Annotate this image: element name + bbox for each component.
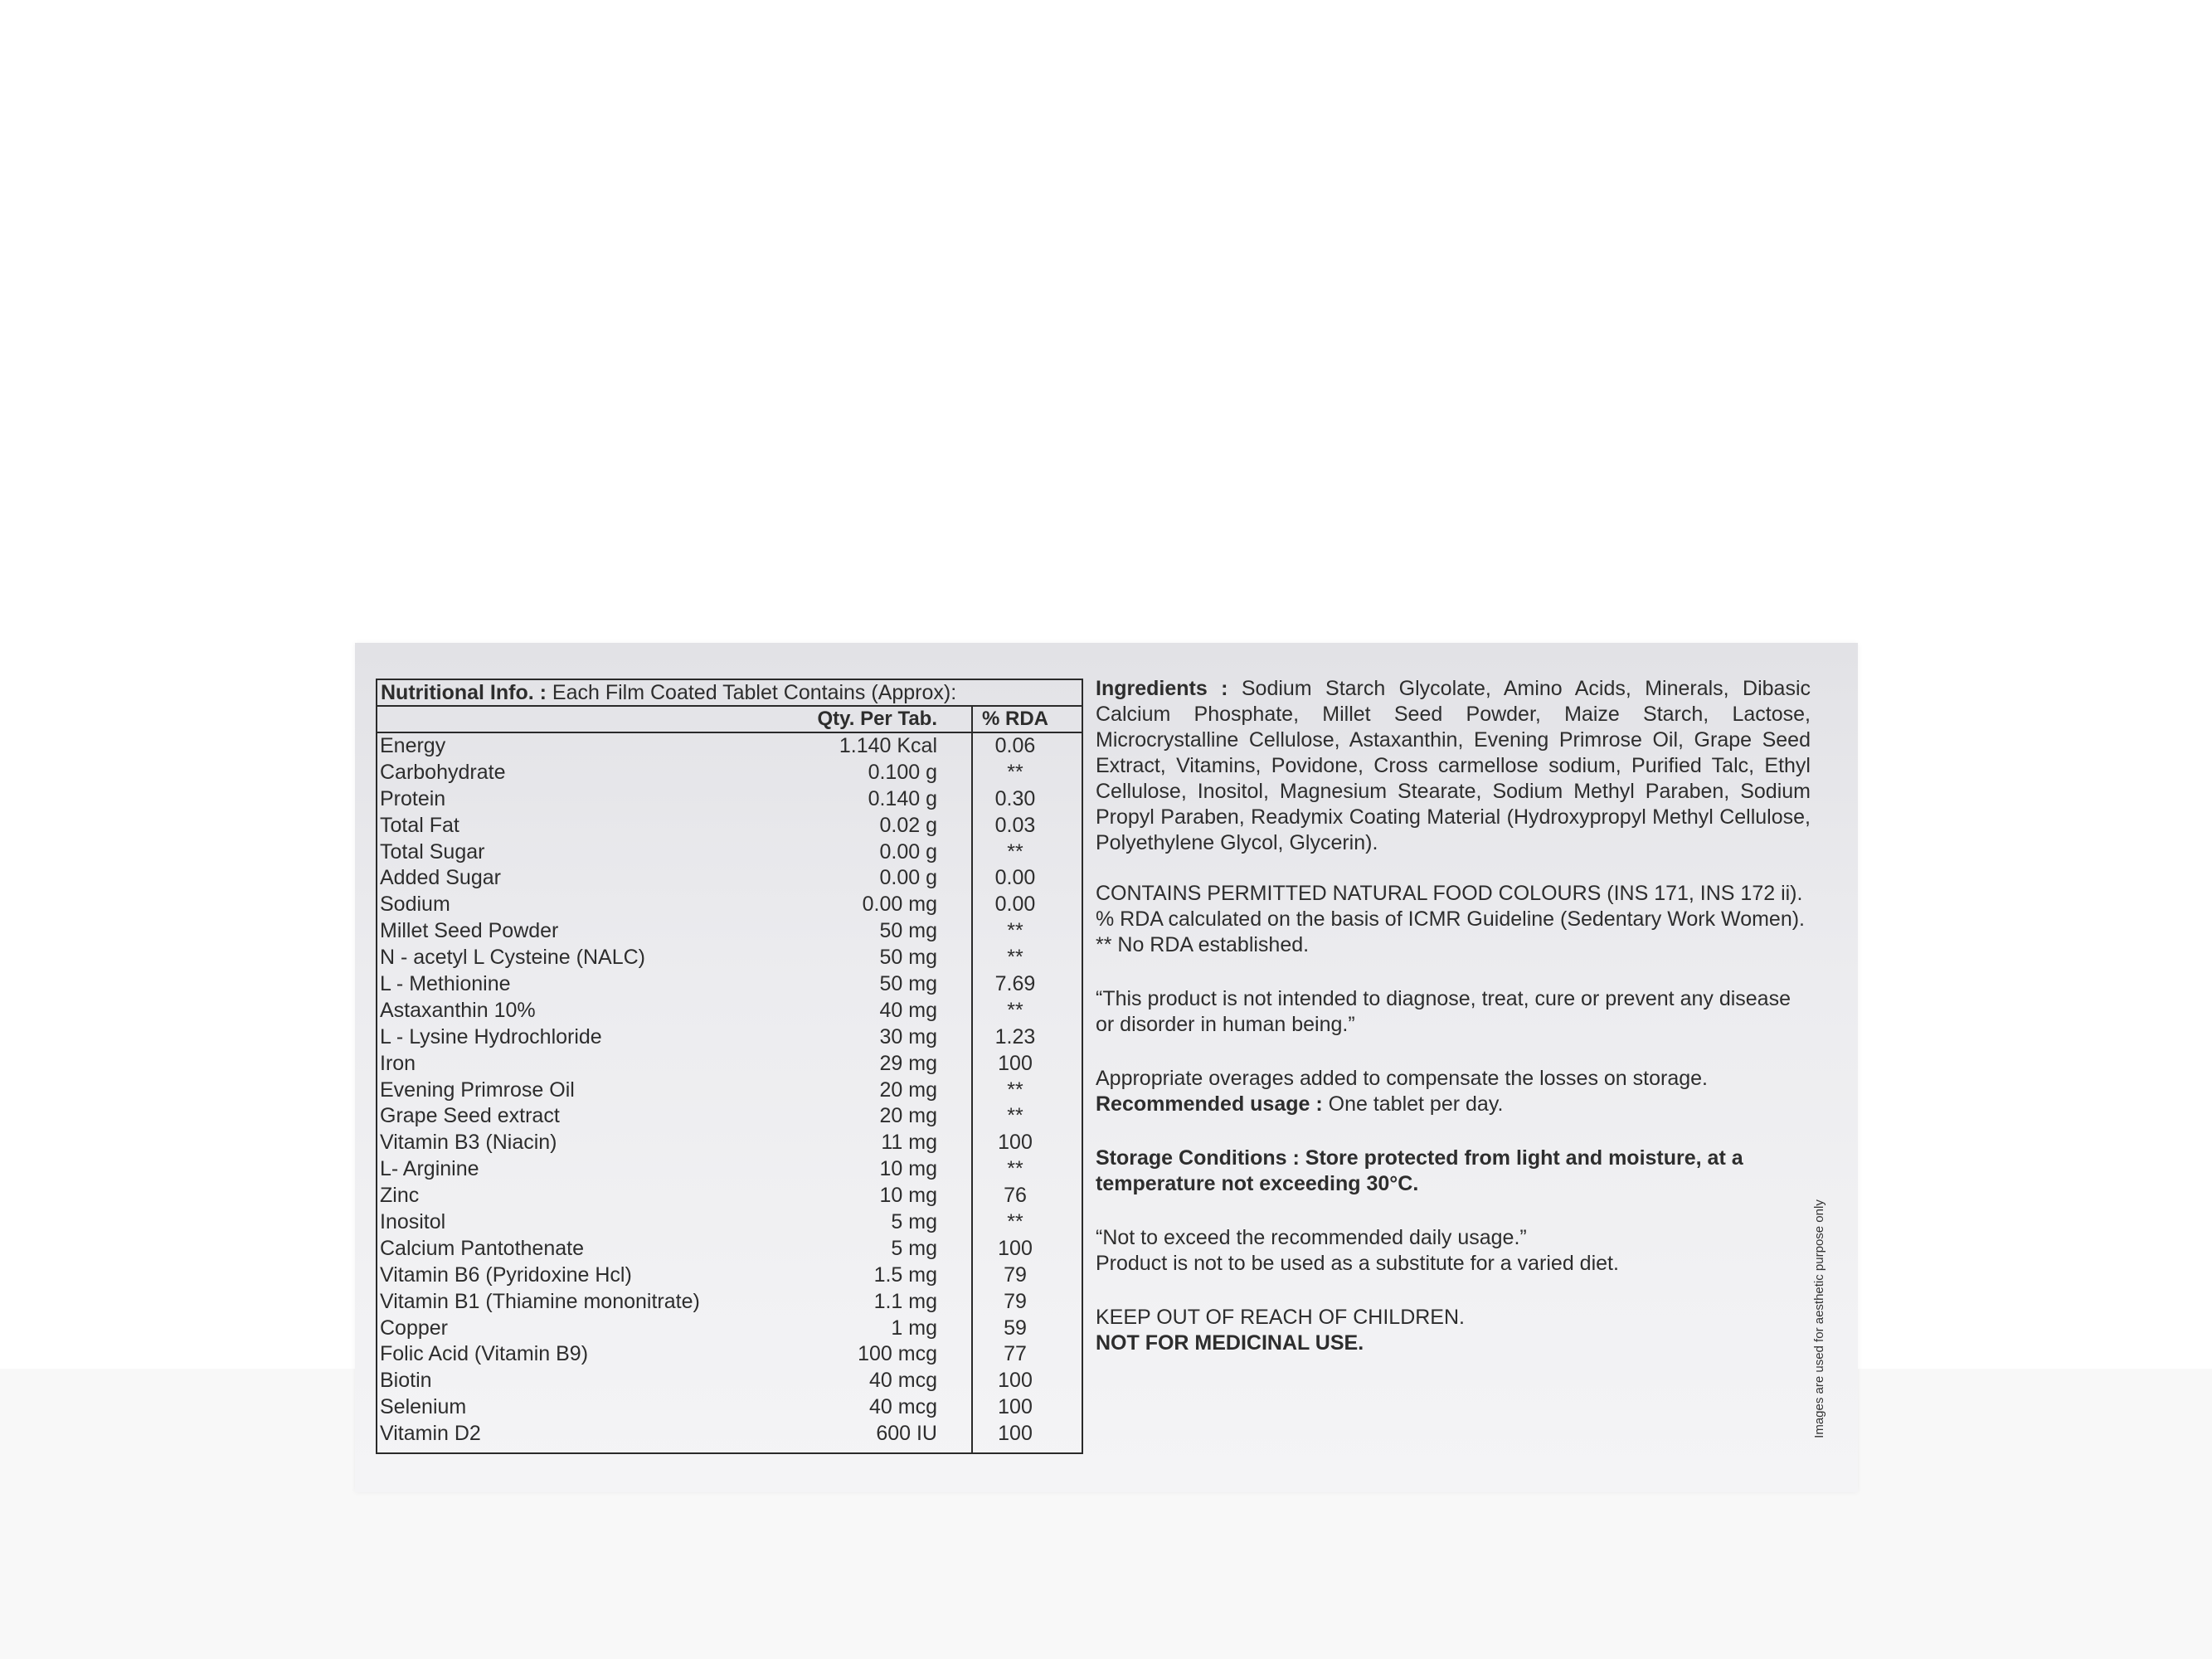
nutrient-rda: 79 (1004, 1289, 1027, 1313)
nutrient-rda: 1.23 (994, 1024, 1036, 1048)
nutrient-rda: 100 (998, 1369, 1033, 1393)
nutrient-name: Vitamin B1 (Thiamine mononitrate) (380, 1289, 700, 1313)
nutrient-rda: 0.06 (994, 734, 1036, 757)
nutrient-rda: 79 (1004, 1262, 1027, 1287)
nutrient-qty: 50 mg (879, 972, 937, 996)
nutrition-column-header (377, 707, 1082, 733)
nutrient-rda: ** (1007, 1078, 1023, 1102)
nutrition-table (376, 679, 1083, 1454)
nutrient-rda: 0.03 (994, 813, 1036, 837)
nutrient-qty: 30 mg (879, 1024, 937, 1048)
nutrient-rda: 7.69 (994, 972, 1036, 996)
product-label (355, 643, 1858, 1492)
nutrient-rda: ** (1007, 919, 1023, 943)
nutrient-qty: 0.00 g (879, 866, 937, 890)
nutrient-rda: 100 (998, 1236, 1033, 1260)
nutrient-qty: 50 mg (879, 946, 937, 970)
nutrient-rda: ** (1007, 946, 1023, 970)
rda-basis-statement: % RDA calculated on the basis of ICMR Guideline (Sedentary Work Women). (1096, 907, 1806, 931)
nutrition-heading-label: Nutritional Info. : (381, 681, 547, 704)
table-row (377, 1156, 1082, 1183)
table-row (377, 1394, 1082, 1421)
nutrient-name: Evening Primrose Oil (380, 1078, 575, 1102)
nutrient-qty: 1.140 Kcal (839, 734, 937, 757)
ingredients-label: Ingredients : (1096, 677, 1228, 700)
nutrient-rda: 59 (1004, 1316, 1027, 1340)
nutrient-qty: 1.5 mg (873, 1262, 937, 1287)
nutrient-qty: 20 mg (879, 1104, 937, 1128)
nutrient-rda: 100 (998, 1422, 1033, 1446)
table-row (377, 1130, 1082, 1156)
nutrition-heading-text: Each Film Coated Tablet Contains (Approx): (546, 681, 957, 704)
product-info-column (1096, 676, 1811, 1356)
nutrient-qty: 50 mg (879, 919, 937, 943)
nutrient-qty: 5 mg (891, 1236, 937, 1260)
table-row (377, 865, 1082, 892)
table-row (377, 1289, 1082, 1316)
nutrient-name: Zinc (380, 1184, 420, 1208)
table-row (377, 786, 1082, 813)
table-row (377, 1236, 1082, 1262)
usage-text: One tablet per day. (1322, 1092, 1504, 1116)
nutrition-table-heading (377, 680, 1082, 707)
not-medicinal-warning: NOT FOR MEDICINAL USE. (1096, 1331, 1364, 1355)
nutrient-qty: 20 mg (879, 1078, 937, 1102)
nutrient-name: L - Methionine (380, 972, 511, 996)
nutrient-rda: ** (1007, 1210, 1023, 1234)
substitute-warning: Product is not to be used as a substitute for a varied diet. (1096, 1252, 1619, 1275)
nutrient-qty: 0.140 g (868, 786, 937, 810)
nutrient-name: Calcium Pantothenate (380, 1236, 584, 1260)
image-disclaimer-vertical: Images are used for aesthetic purpose only (1812, 1199, 1826, 1438)
nutrient-qty: 1 mg (891, 1316, 937, 1340)
table-row (377, 918, 1082, 945)
table-row (377, 1078, 1082, 1104)
nutrient-rda: ** (1007, 760, 1023, 784)
nutrient-name: Protein (380, 786, 446, 810)
keep-out-warning: KEEP OUT OF REACH OF CHILDREN. (1096, 1306, 1465, 1329)
ingredients-paragraph (1096, 676, 1811, 856)
table-row (377, 971, 1082, 998)
table-row (377, 998, 1082, 1024)
nutrient-name: Carbohydrate (380, 760, 506, 784)
table-row (377, 1209, 1082, 1236)
table-row (377, 945, 1082, 971)
nutrient-rda: ** (1007, 1104, 1023, 1128)
nutrient-qty: 29 mg (879, 1051, 937, 1075)
nutrient-rda: 100 (998, 1131, 1033, 1155)
table-row (377, 760, 1082, 786)
nutrient-rda: 76 (1004, 1184, 1027, 1208)
nutrient-qty: 1.1 mg (873, 1289, 937, 1313)
nutrient-qty: 0.00 mg (862, 893, 937, 917)
nutrient-rda: 77 (1004, 1342, 1027, 1366)
nutrient-name: Selenium (380, 1395, 467, 1419)
no-rda-note: ** No RDA established. (1096, 933, 1310, 956)
table-row (377, 1051, 1082, 1078)
nutrient-qty: 0.02 g (879, 813, 937, 837)
column-header-rda: % RDA (981, 708, 1048, 730)
table-row (377, 1024, 1082, 1051)
nutrient-name: N - acetyl L Cysteine (NALC) (380, 946, 645, 970)
nutrient-qty: 10 mg (879, 1184, 937, 1208)
table-row (377, 1421, 1082, 1447)
nutrient-name: L- Arginine (380, 1157, 479, 1181)
nutrient-name: Copper (380, 1316, 448, 1340)
nutrient-name: Vitamin D2 (380, 1422, 481, 1446)
nutrient-rda: ** (1007, 1157, 1023, 1181)
table-row (377, 733, 1082, 760)
nutrient-rda: 0.00 (994, 866, 1036, 890)
disclaimer-statement: “This product is not intended to diagnose, treat, cure or prevent any disease or disorder in human being.” (1096, 987, 1791, 1036)
nutrient-rda: ** (1007, 839, 1023, 864)
nutrient-rda: 0.00 (994, 893, 1036, 917)
nutrient-rda: ** (1007, 998, 1023, 1022)
overages-statement: Appropriate overages added to compensate the losses on storage. (1096, 1067, 1708, 1090)
nutrient-qty: 10 mg (879, 1157, 937, 1181)
nutrient-name: Grape Seed extract (380, 1104, 560, 1128)
table-row (377, 813, 1082, 839)
nutrient-name: Vitamin B6 (Pyridoxine Hcl) (380, 1262, 632, 1287)
recommended-usage (1096, 1092, 1811, 1117)
usage-label: Recommended usage : (1096, 1092, 1323, 1116)
nutrient-name: Energy (380, 734, 446, 757)
nutrient-name: Total Fat (380, 813, 459, 837)
table-row (377, 1316, 1082, 1342)
column-header-qty: Qty. Per Tab. (817, 708, 937, 730)
table-row (377, 1103, 1082, 1130)
nutrient-qty: 0.100 g (868, 760, 937, 784)
table-row (377, 1183, 1082, 1209)
nutrient-qty: 600 IU (876, 1422, 937, 1446)
nutrient-qty: 0.00 g (879, 839, 937, 864)
nutrient-name: Folic Acid (Vitamin B9) (380, 1342, 589, 1366)
nutrient-name: Biotin (380, 1369, 432, 1393)
nutrient-qty: 40 mg (879, 998, 937, 1022)
table-row (377, 1341, 1082, 1368)
nutrient-qty: 40 mcg (869, 1395, 937, 1419)
storage-conditions: Storage Conditions : Store protected from light and moisture, at a temperature not exceeding 30°C. (1096, 1146, 1743, 1195)
table-row (377, 1368, 1082, 1394)
nutrient-qty: 100 mcg (858, 1342, 937, 1366)
nutrient-name: Total Sugar (380, 839, 485, 864)
nutrition-table-body (377, 733, 1082, 1447)
colours-statement: CONTAINS PERMITTED NATURAL FOOD COLOURS (INS 171, INS 172 ii). (1096, 882, 1803, 905)
nutrient-name: Added Sugar (380, 866, 501, 890)
nutrient-qty: 40 mcg (869, 1369, 937, 1393)
nutrient-name: Vitamin B3 (Niacin) (380, 1131, 557, 1155)
table-row (377, 892, 1082, 918)
nutrient-name: Iron (380, 1051, 416, 1075)
ingredients-text: Sodium Starch Glycolate, Amino Acids, Minerals, Dibasic Calcium Phosphate, Millet Seed Powder, Maize Starch, Lactose, Microcrystalline Cellulose, Astaxanthin, Evening Primrose Oil, Grape Seed Extract, Vitamins, Povidone, Cross carmellose sodium, Purified Talc, Ethyl Cellulose, Inositol, Magnesium Stearate, Sodium Methyl Paraben, Sodium Propyl Paraben, Readymix Coating Material (Hydroxypropyl Methyl Cellulose, Polyethylene Glycol, Glycerin). (1096, 677, 1811, 854)
nutrient-name: Astaxanthin 10% (380, 998, 536, 1022)
nutrient-name: Inositol (380, 1210, 446, 1234)
nutrient-name: Millet Seed Powder (380, 919, 559, 943)
table-row (377, 1262, 1082, 1289)
nutrient-qty: 11 mg (881, 1131, 937, 1155)
daily-usage-warning: “Not to exceed the recommended daily usage.” (1096, 1226, 1527, 1249)
nutrient-rda: 100 (998, 1051, 1033, 1075)
nutrient-rda: 100 (998, 1395, 1033, 1419)
nutrient-qty: 5 mg (891, 1210, 937, 1234)
nutrient-name: Sodium (380, 893, 450, 917)
nutrient-name: L - Lysine Hydrochloride (380, 1024, 602, 1048)
table-row (377, 839, 1082, 866)
nutrient-rda: 0.30 (994, 786, 1036, 810)
